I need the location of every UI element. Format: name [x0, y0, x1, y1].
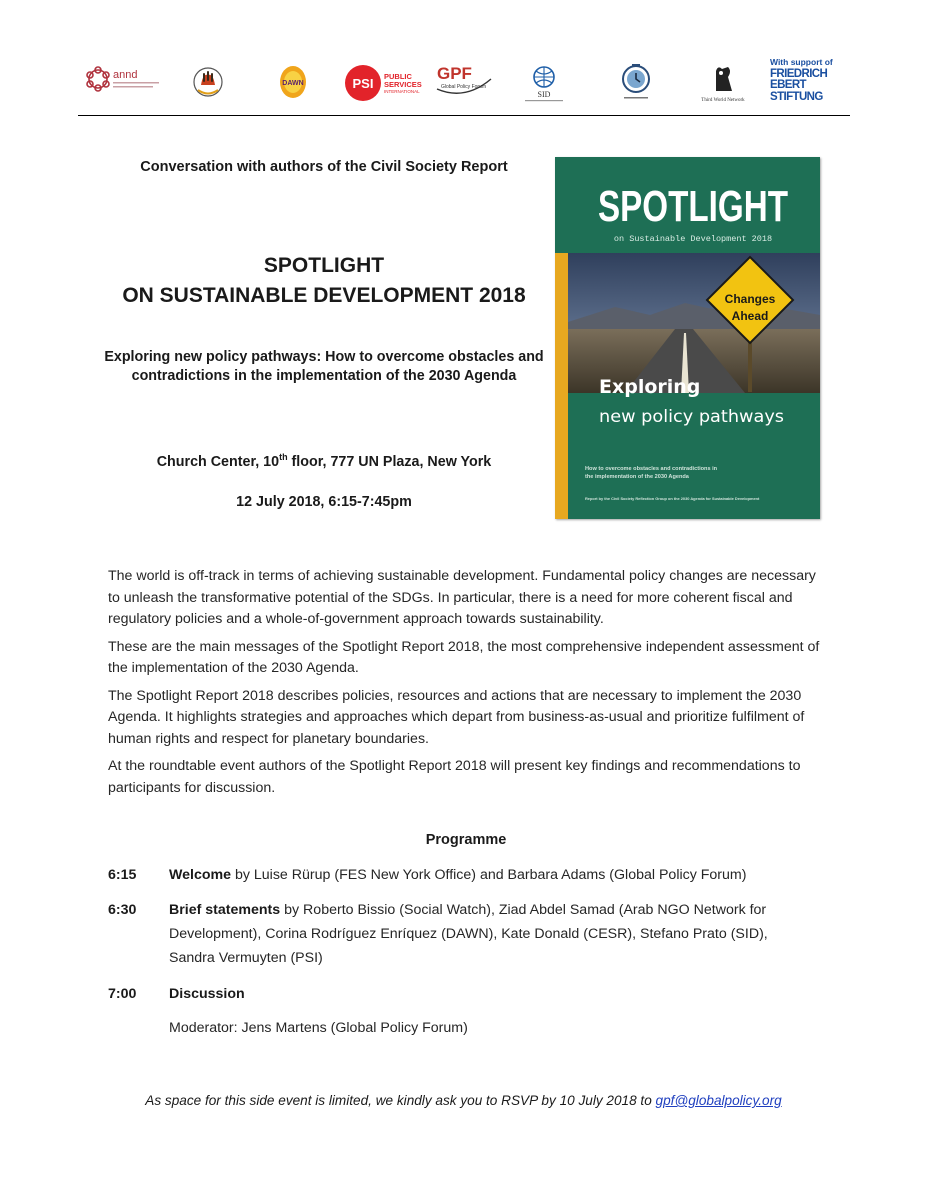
- fes-support-label: With support of: [770, 57, 833, 67]
- hands-emblem-logo: [191, 58, 225, 108]
- sid-logo: [519, 58, 569, 108]
- svg-text:PSI: PSI: [352, 76, 374, 91]
- rsvp-email-link[interactable]: gpf@globalpolicy.org: [655, 1093, 782, 1108]
- svg-text:INTERNATIONAL: INTERNATIONAL: [384, 89, 420, 94]
- svg-text:annd: annd: [113, 69, 138, 81]
- fes-line-2: EBERT: [770, 79, 806, 91]
- programme-label: Discussion: [169, 986, 245, 1002]
- venue-sup: th: [279, 452, 288, 462]
- cover-heading-2: new policy pathways: [599, 407, 785, 427]
- description-paragraph-4: At the roundtable event authors of the Spotlight Report 2018 will present key findings and recommendations to participants for discussion.: [108, 758, 801, 796]
- programme-text: [169, 863, 809, 887]
- psi-logo: [343, 58, 433, 108]
- svg-text:PUBLIC: PUBLIC: [384, 72, 412, 81]
- annd-logo: [86, 58, 168, 108]
- description-paragraph-2: These are the main messages of the Spotlight Report 2018, the most comprehensive independent assessment of the implementation of the 2030 Agenda.: [108, 638, 820, 676]
- cover-blurb-1: How to overcome obstacles and contradictions in: [585, 466, 718, 472]
- title-line-2: ON SUSTAINABLE DEVELOPMENT 2018: [122, 284, 526, 307]
- description-paragraph-1: The world is off-track in terms of achieving sustainable development. Fundamental policy changes are necessary to unleash the transformative potential of the SDGs. In particular, there is a need for more coherent fiscal and regulatory policies and a whole-of-government approach towards sustainability.: [108, 568, 816, 627]
- report-cover: [555, 157, 820, 519]
- programme-time: 7:00: [108, 986, 137, 1002]
- programme-label: Welcome: [169, 867, 232, 883]
- cover-blurb-2: the implementation of the 2030 Agenda: [585, 474, 689, 480]
- partner-logos: [78, 58, 850, 114]
- cover-footer: Report by the Civil Society Reflection Group on the 2030 Agenda for Sustainable Development: [585, 496, 760, 501]
- rsvp-note: [60, 1093, 867, 1108]
- programme-heading: Programme: [425, 832, 507, 848]
- rsvp-text: As space for this side event is limited, we kindly ask you to RSVP by 10 July 2018 to: [145, 1093, 656, 1108]
- cover-sign-line-2: Ahead: [731, 309, 769, 323]
- event-venue: [100, 452, 548, 470]
- cover-subtitle: on Sustainable Development 2018: [613, 234, 773, 244]
- third-world-network-logo: [698, 58, 748, 108]
- programme-detail: by Roberto Bissio (Social Watch), Ziad Abdel Samad (Arab NGO Network for Development), Corina Rodríguez Enríquez (DAWN), Kate Donald (CESR), Stefano Prato (SID), Sandra Vermuyten (PSI): [169, 902, 768, 966]
- programme-time: 6:15: [108, 867, 137, 883]
- description-paragraph-3: The Spotlight Report 2018 describes policies, resources and actions that are necessary to implement the 2030 Agenda. It highlights strategies and approaches which depart from business-as-usual and prioritize fulfilment of human rights and respect for planetary boundaries.: [108, 687, 805, 747]
- event-description: [108, 566, 824, 805]
- programme-text: [169, 898, 809, 970]
- event-kicker: Conversation with authors of the Civil Society Report: [140, 159, 508, 175]
- social-watch-logo: [619, 58, 653, 108]
- fes-line-3: STIFTUNG: [770, 90, 823, 103]
- cover-title: SPOTLIGHT: [598, 182, 789, 231]
- event-datetime: 12 July 2018, 6:15-7:45pm: [236, 494, 412, 510]
- svg-text:DAWN: DAWN: [282, 80, 304, 87]
- svg-text:Third World Network: Third World Network: [701, 98, 745, 103]
- svg-text:Global Policy Forum: Global Policy Forum: [441, 84, 487, 90]
- programme-time: 6:30: [108, 902, 137, 918]
- fes-line-1: FRIEDRICH: [770, 67, 828, 80]
- cover-sign-line-1: Changes: [724, 292, 776, 306]
- programme-detail: by Luise Rürup (FES New York Office) and Barbara Adams (Global Policy Forum): [231, 867, 747, 883]
- venue-text: Church Center, 10: [156, 453, 280, 470]
- programme-text: [169, 982, 809, 1006]
- cover-heading-1: Exploring: [599, 376, 701, 398]
- dawn-logo: [277, 58, 309, 108]
- svg-text:GPF: GPF: [437, 64, 472, 83]
- fes-logo: [770, 58, 833, 108]
- event-title: [100, 251, 548, 311]
- venue-text-rest: floor, 777 UN Plaza, New York: [287, 453, 492, 470]
- programme-moderator: Moderator: Jens Martens (Global Policy Forum): [169, 1020, 468, 1036]
- event-subtitle: Exploring new policy pathways: How to overcome obstacles and contradictions in the implementation of the 2030 Agenda: [104, 349, 544, 384]
- svg-text:SID: SID: [537, 90, 551, 99]
- gpf-logo: [435, 58, 493, 108]
- svg-text:SERVICES: SERVICES: [384, 80, 422, 89]
- programme-label: Brief statements: [169, 902, 281, 918]
- header-divider: [78, 115, 850, 116]
- title-line-1: SPOTLIGHT: [263, 254, 385, 277]
